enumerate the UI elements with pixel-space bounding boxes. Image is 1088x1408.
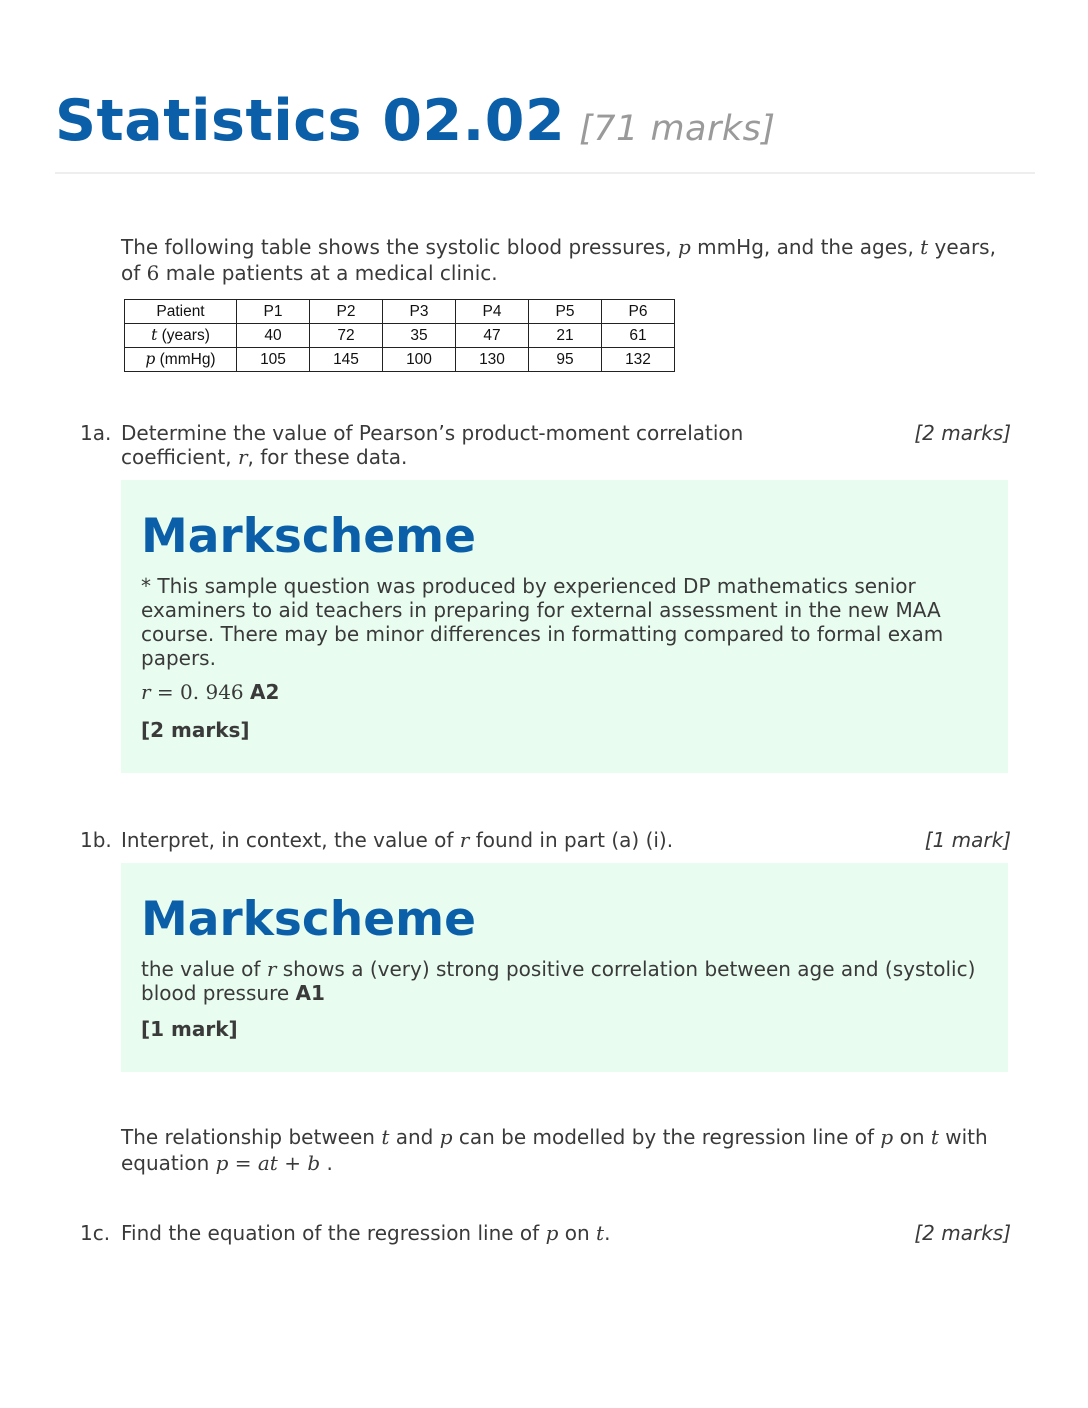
table-header-label: Patient <box>125 300 237 324</box>
model-text-2: and <box>389 1125 440 1149</box>
table-row-patients <box>125 300 675 324</box>
page-header <box>55 88 1035 174</box>
table-cell: P4 <box>456 300 529 324</box>
table-cell: 35 <box>383 324 456 348</box>
q1c-text-3: . <box>604 1221 611 1245</box>
var-p: p <box>545 1221 559 1245</box>
table-row-pressures <box>125 348 675 372</box>
table-cell: 100 <box>383 348 456 372</box>
var-p: p <box>880 1125 894 1149</box>
table-row-label-p <box>125 348 237 372</box>
var-p: p <box>439 1125 453 1149</box>
intro-text-3: years, of <box>121 235 996 285</box>
unit-mmhg: (mmHg) <box>155 351 216 368</box>
q1b-text-2: found in part (a) (i). <box>469 828 674 852</box>
table-cell: 47 <box>456 324 529 348</box>
question-number-1c: 1c. <box>80 1221 111 1245</box>
table-cell: 130 <box>456 348 529 372</box>
model-text-6: . <box>320 1151 333 1175</box>
var-t: t <box>151 326 158 344</box>
ms-text-1: the value of <box>141 957 267 981</box>
markscheme-answer <box>141 957 981 1005</box>
model-text-1: The relationship between <box>121 1125 382 1149</box>
unit-years: (years) <box>157 327 210 344</box>
var-t: t <box>596 1221 605 1245</box>
table-cell: 21 <box>529 324 602 348</box>
q1c-text-1: Find the equation of the regression line of <box>121 1221 546 1245</box>
table-cell: P1 <box>237 300 310 324</box>
table-cell: 95 <box>529 348 602 372</box>
markscheme-title: Markscheme <box>141 509 476 564</box>
patient-data-table <box>124 299 675 372</box>
intro-paragraph <box>121 234 1001 286</box>
table-cell: P3 <box>383 300 456 324</box>
title-text: Statistics 02.02 <box>55 88 566 154</box>
var-p: p <box>678 235 691 259</box>
table-cell: P2 <box>310 300 383 324</box>
question-text-1a <box>121 421 841 469</box>
model-text-3: can be modelled by the regression line of <box>452 1125 881 1149</box>
num-patients: 6 <box>146 261 160 285</box>
markscheme-note: * This sample question was produced by experienced DP mathematics senior examiners to aid teachers in preparing for external assessment in the new MAA course. There may be minor differences in formatting compared to formal exam papers. <box>141 574 944 670</box>
var-p: p <box>145 350 156 368</box>
question-text-1c <box>121 1221 841 1245</box>
question-number-1a: 1a. <box>80 421 112 445</box>
table-cell: 105 <box>237 348 310 372</box>
var-t: t <box>930 1125 939 1149</box>
intro-text-1: The following table shows the systolic blood pressures, <box>121 235 679 259</box>
var-r: r <box>459 828 470 852</box>
table-cell: 72 <box>310 324 383 348</box>
table-cell: 132 <box>602 348 675 372</box>
regression-equation: p = at + b <box>215 1151 321 1175</box>
markscheme-title: Markscheme <box>141 892 476 947</box>
markscheme-box-1a <box>121 480 1008 773</box>
question-text-1b <box>121 828 841 852</box>
q1b-text-1: Interpret, in context, the value of <box>121 828 460 852</box>
q1a-text-1: Determine the value of Pearson’s product-moment correlation coefficient, <box>121 421 744 469</box>
var-t: t <box>381 1125 390 1149</box>
var-r: r <box>266 957 277 981</box>
q1c-text-2: on <box>558 1221 597 1245</box>
table-row-label-t <box>125 324 237 348</box>
markscheme-total: [1 mark] <box>141 1017 238 1041</box>
table-row-ages <box>125 324 675 348</box>
mark-code: A1 <box>295 981 325 1005</box>
intro-text-2: mmHg, and the ages, <box>690 235 921 259</box>
answer-equation: = 0. 946 <box>150 680 244 704</box>
ms-text-2: shows a (very) strong positive correlation between age and (systolic) blood pressure <box>141 957 976 1005</box>
table-cell: 145 <box>310 348 383 372</box>
total-marks: [71 marks] <box>579 109 776 149</box>
question-marks-1b: [1 mark] <box>924 828 1011 852</box>
question-marks-1a: [2 marks] <box>914 421 1011 445</box>
table-cell: 40 <box>237 324 310 348</box>
table-cell: 61 <box>602 324 675 348</box>
question-marks-1c: [2 marks] <box>914 1221 1011 1245</box>
model-paragraph <box>121 1124 1001 1176</box>
page-title <box>55 88 776 154</box>
markscheme-total: [2 marks] <box>141 718 250 742</box>
table-cell: P6 <box>602 300 675 324</box>
intro-text-4: male patients at a medical clinic. <box>159 261 498 285</box>
markscheme-answer <box>141 680 981 704</box>
q1a-text-2: , for these data. <box>247 445 408 469</box>
question-number-1b: 1b. <box>80 828 112 852</box>
var-t: t <box>920 235 929 259</box>
model-text-4: on <box>893 1125 931 1149</box>
mark-code: A2 <box>250 680 280 704</box>
var-r: r <box>141 680 151 704</box>
markscheme-box-1b <box>121 863 1008 1072</box>
model-text-5: with equation <box>121 1125 988 1175</box>
var-r: r <box>237 445 248 469</box>
table-cell: P5 <box>529 300 602 324</box>
